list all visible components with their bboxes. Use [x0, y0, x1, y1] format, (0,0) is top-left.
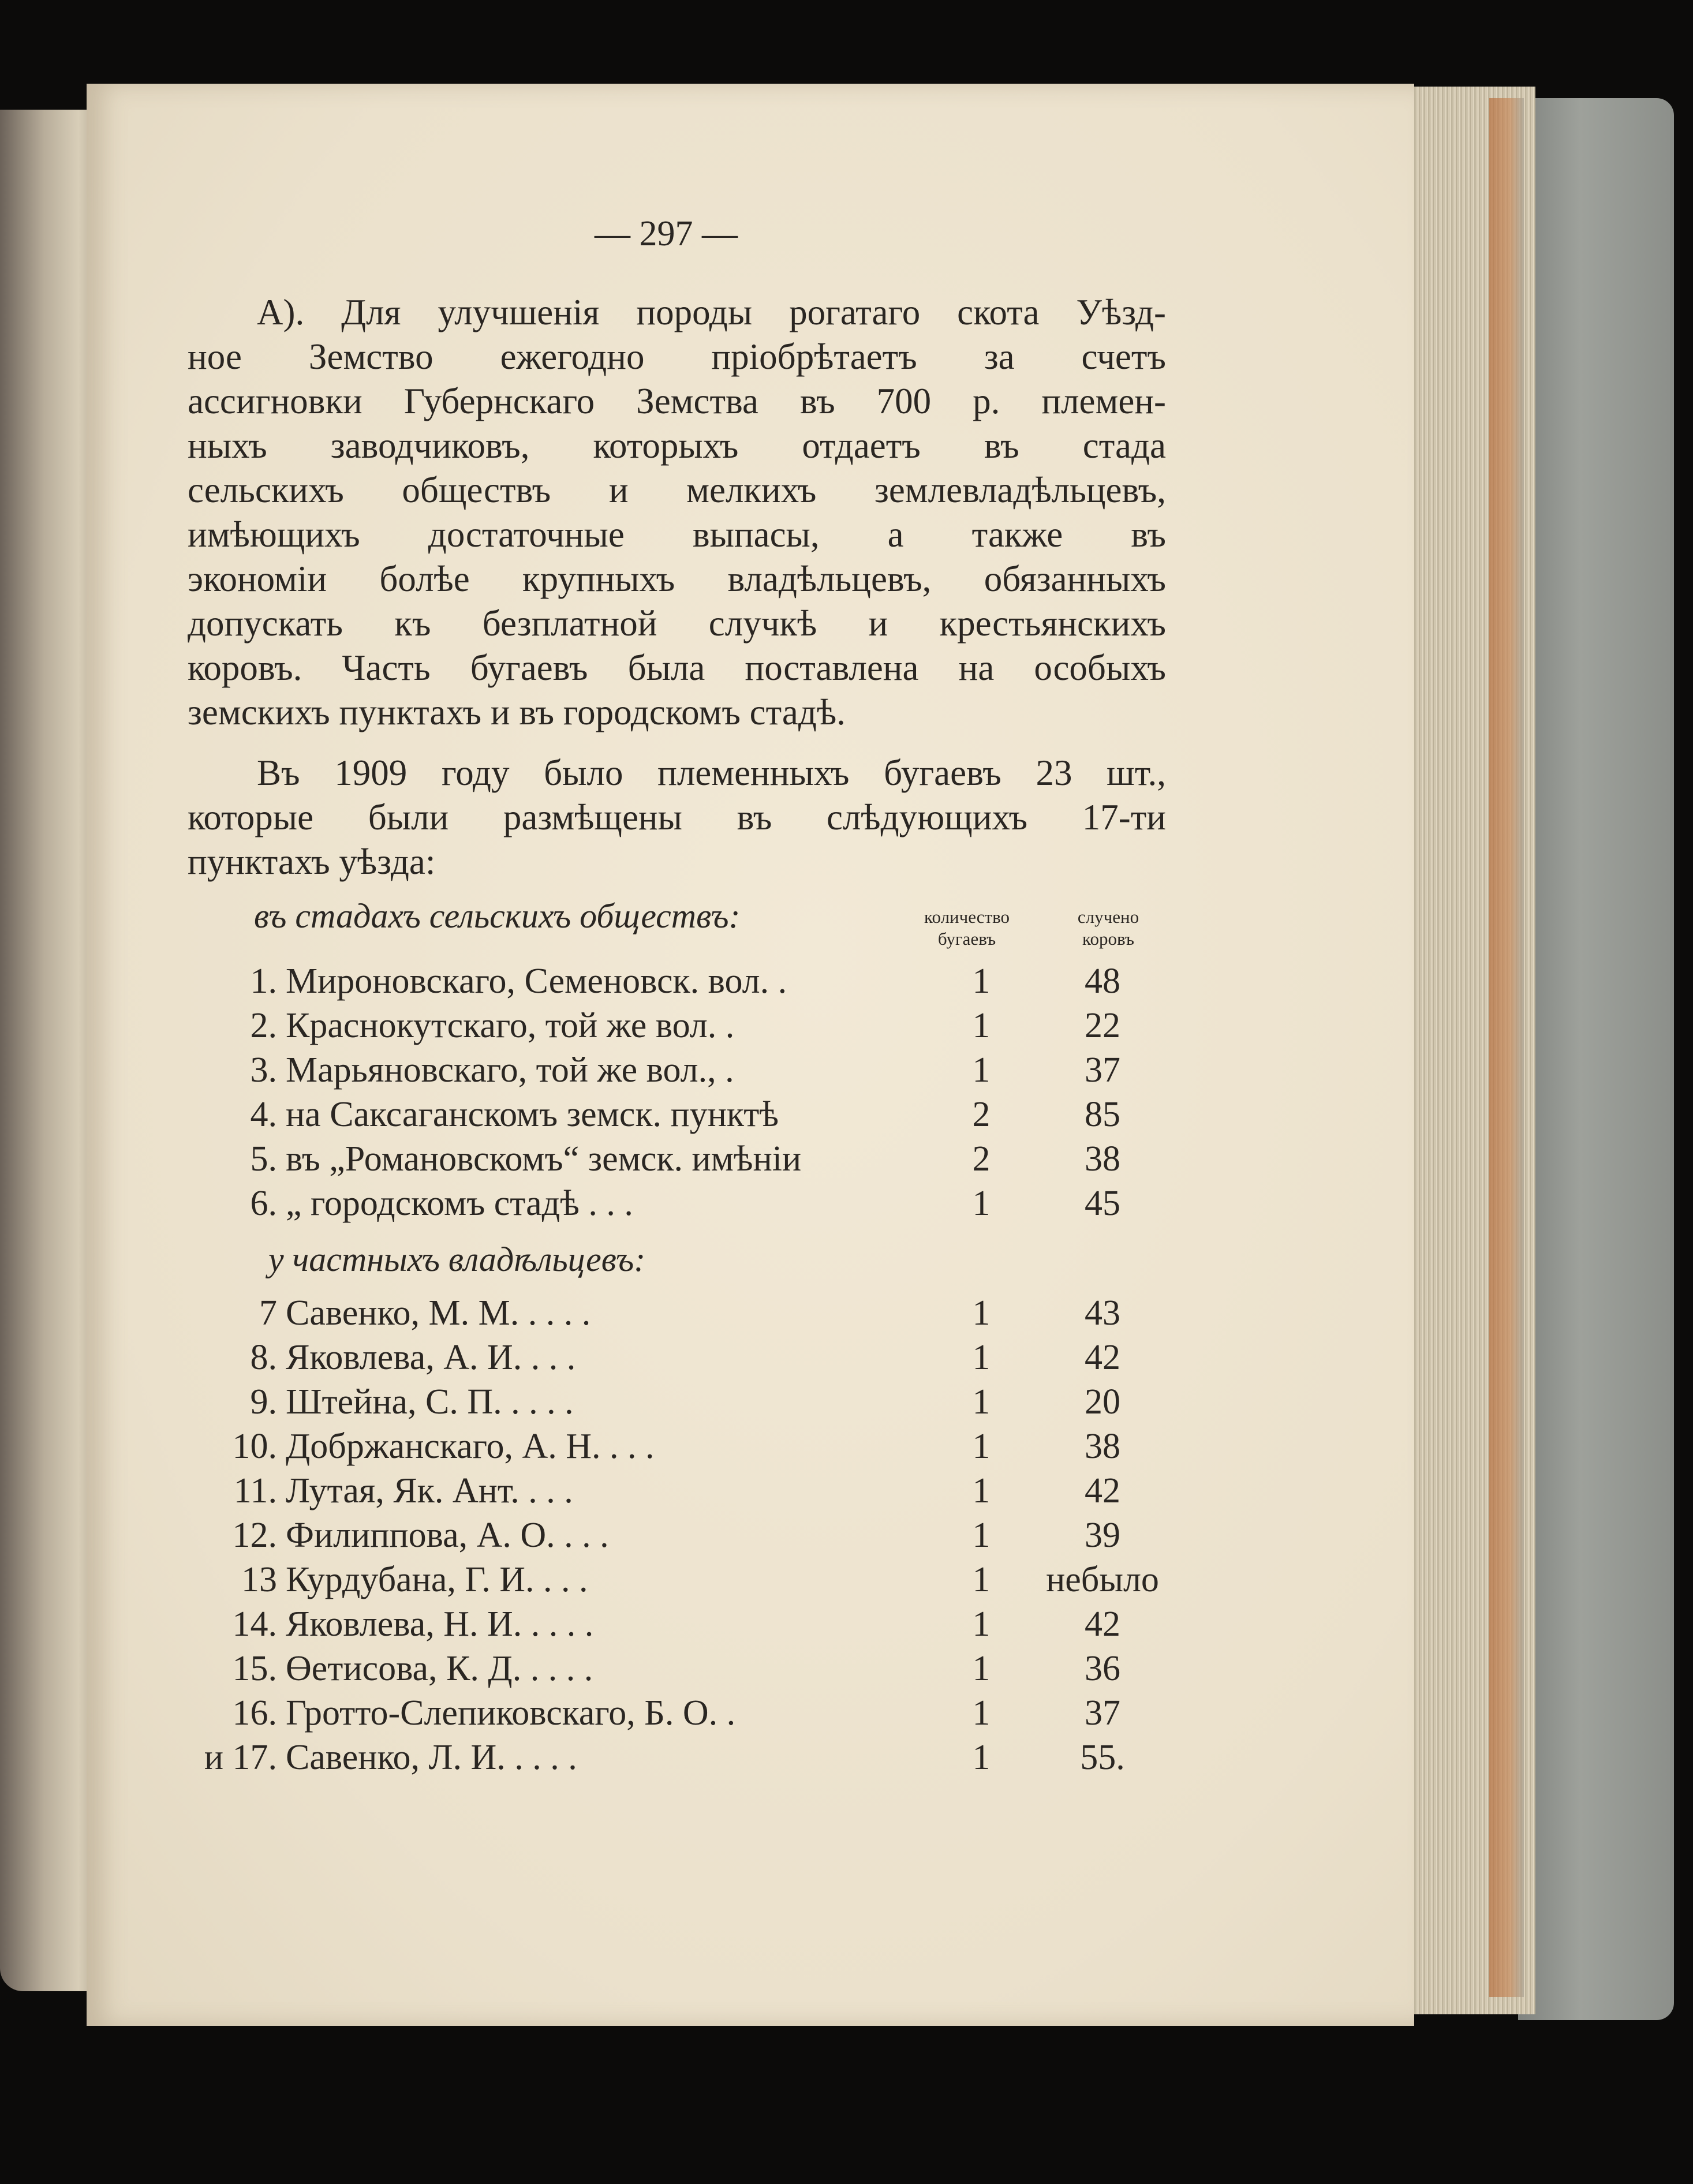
text-line: допускать къ безплатной случкѣ и крестьянскихъ — [188, 603, 1166, 644]
row-cows-count: 37 — [1085, 1050, 1120, 1090]
row-number: и 17. — [204, 1738, 277, 1777]
row-name: Мироновскаго, Семеновск. вол. . — [286, 962, 787, 1001]
row-cows-count: 43 — [1085, 1293, 1120, 1333]
column-header-cows-line2: коровъ — [1082, 929, 1134, 949]
row-bulls-count: 1 — [972, 1338, 991, 1377]
row-cows-count: небыло — [1046, 1560, 1159, 1599]
row-bulls-count: 1 — [972, 962, 991, 1001]
page-number: — 297 — — [595, 214, 738, 253]
row-cows-count: 20 — [1085, 1382, 1120, 1422]
book-cover-edge — [1518, 98, 1674, 2020]
row-cows-count: 48 — [1085, 962, 1120, 1001]
text-line: ныхъ заводчиковъ, которыхъ отдаетъ въ стада — [188, 425, 1166, 466]
table-row — [190, 1293, 1172, 1337]
column-header-bulls — [909, 906, 1025, 950]
row-bulls-count: 1 — [972, 1427, 991, 1466]
row-name: въ „Романовскомъ“ земск. имѣніи — [286, 1139, 802, 1179]
row-name: Добржанскаго, А. Н. . . . — [286, 1427, 655, 1466]
row-number: 9. — [250, 1382, 277, 1422]
row-bulls-count: 1 — [972, 1006, 991, 1045]
section-heading-communities: въ стадахъ сельскихъ обществъ: — [254, 897, 741, 935]
table-row — [190, 1515, 1172, 1559]
row-number: 6. — [250, 1184, 277, 1223]
text-line: земскихъ пунктахъ и въ городскомъ стадѣ. — [188, 692, 846, 732]
row-number: 4. — [250, 1095, 277, 1134]
text-line: ное Земство ежегодно пріобрѣтаетъ за счетъ — [188, 336, 1166, 377]
table-row — [190, 1050, 1172, 1094]
row-cows-count: 42 — [1085, 1338, 1120, 1377]
row-bulls-count: 1 — [972, 1738, 991, 1777]
row-cows-count: 36 — [1085, 1649, 1120, 1688]
row-bulls-count: 1 — [972, 1516, 991, 1555]
text-line: ассигновки Губернскаго Земства въ 700 р. племен- — [188, 381, 1166, 421]
row-cows-count: 38 — [1085, 1427, 1120, 1466]
row-cows-count: 37 — [1085, 1693, 1120, 1733]
table-row — [190, 1094, 1172, 1138]
table-row — [190, 1471, 1172, 1514]
table-row — [190, 1693, 1172, 1737]
table-row — [190, 1139, 1172, 1183]
row-number: 7 — [259, 1293, 277, 1333]
row-cows-count: 39 — [1085, 1516, 1120, 1555]
row-number: 13 — [241, 1560, 277, 1599]
row-name: Өетисова, К. Д. . . . . — [286, 1649, 593, 1688]
table-row — [190, 1560, 1172, 1603]
row-cows-count: 38 — [1085, 1139, 1120, 1179]
row-name: Штейна, С. П. . . . . — [286, 1382, 574, 1422]
column-header-cows — [1062, 906, 1154, 950]
row-name: Лутая, Як. Ант. . . . — [286, 1471, 573, 1510]
text-line: Въ 1909 году было племенныхъ бугаевъ 23 шт., — [257, 753, 1166, 793]
row-number: 5. — [250, 1139, 277, 1179]
text-line: имѣющихъ достаточные выпасы, а также въ — [188, 514, 1166, 555]
row-name: Савенко, М. М. . . . . — [286, 1293, 591, 1333]
column-header-bulls-line2: бугаевъ — [937, 929, 996, 949]
text-line: которые были размѣщены въ слѣдующихъ 17-ти — [188, 797, 1166, 837]
row-name: „ городскомъ стадѣ . . . — [286, 1184, 633, 1223]
row-name: Марьяновскаго, той же вол., . — [286, 1050, 734, 1090]
row-bulls-count: 1 — [972, 1050, 991, 1090]
table-row — [190, 1337, 1172, 1381]
row-bulls-count: 2 — [972, 1139, 991, 1179]
row-bulls-count: 1 — [972, 1605, 991, 1644]
table-row — [173, 1737, 1154, 1781]
table-row — [190, 1604, 1172, 1648]
row-bulls-count: 1 — [972, 1382, 991, 1422]
row-bulls-count: 1 — [972, 1560, 991, 1599]
row-bulls-count: 2 — [972, 1095, 991, 1134]
row-number: 8. — [250, 1338, 277, 1377]
row-number: 2. — [250, 1006, 277, 1045]
row-name: Яковлева, Н. И. . . . . — [286, 1605, 594, 1644]
row-number: 3. — [250, 1050, 277, 1090]
row-bulls-count: 1 — [972, 1293, 991, 1333]
page-edge-stain — [1489, 98, 1524, 1997]
row-cows-count: 55. — [1080, 1738, 1125, 1777]
row-bulls-count: 1 — [972, 1471, 991, 1510]
table-row — [190, 1382, 1172, 1426]
row-number: 16. — [232, 1693, 277, 1733]
row-number: 12. — [232, 1516, 277, 1555]
row-name: на Саксаганскомъ земск. пунктѣ — [286, 1095, 779, 1134]
row-name: Филиппова, А. О. . . . — [286, 1516, 609, 1555]
text-line: пунктахъ уѣзда: — [188, 842, 436, 882]
row-name: Курдубана, Г. И. . . . — [286, 1560, 588, 1599]
row-cows-count: 45 — [1085, 1184, 1120, 1223]
row-cows-count: 42 — [1085, 1605, 1120, 1644]
row-number: 15. — [232, 1649, 277, 1688]
row-name: Савенко, Л. И. . . . . — [286, 1738, 577, 1777]
text-line: экономіи болѣе крупныхъ владѣльцевъ, обязанныхъ — [188, 559, 1166, 599]
row-number: 1. — [250, 962, 277, 1001]
row-cows-count: 42 — [1085, 1471, 1120, 1510]
row-number: 10. — [232, 1427, 277, 1466]
text-line: А). Для улучшенія породы рогатаго скота Уѣзд- — [257, 292, 1166, 332]
table-row — [190, 1183, 1172, 1227]
section-heading-private-owners: у частныхъ владѣльцевъ: — [268, 1240, 646, 1278]
column-header-cows-line1: случено — [1077, 907, 1139, 927]
row-name: Краснокутскаго, той же вол. . — [286, 1006, 735, 1045]
table-row — [190, 1648, 1172, 1692]
row-number: 14. — [232, 1605, 277, 1644]
row-bulls-count: 1 — [972, 1649, 991, 1688]
row-cows-count: 85 — [1085, 1095, 1120, 1134]
row-number: 11. — [233, 1471, 277, 1510]
row-bulls-count: 1 — [972, 1184, 991, 1223]
column-header-bulls-line1: количество — [924, 907, 1010, 927]
text-line: сельскихъ обществъ и мелкихъ землевладѣльцевъ, — [188, 470, 1166, 510]
row-bulls-count: 1 — [972, 1693, 991, 1733]
text-line: коровъ. Часть бугаевъ была поставлена на особыхъ — [188, 648, 1166, 688]
row-name: Гротто-Слепиковскаго, Б. О. . — [286, 1693, 736, 1733]
table-row — [190, 1005, 1172, 1049]
table-row — [190, 1426, 1172, 1470]
row-cows-count: 22 — [1085, 1006, 1120, 1045]
row-name: Яковлева, А. И. . . . — [286, 1338, 576, 1377]
table-row — [190, 961, 1172, 1005]
left-page-edge — [0, 110, 98, 1991]
